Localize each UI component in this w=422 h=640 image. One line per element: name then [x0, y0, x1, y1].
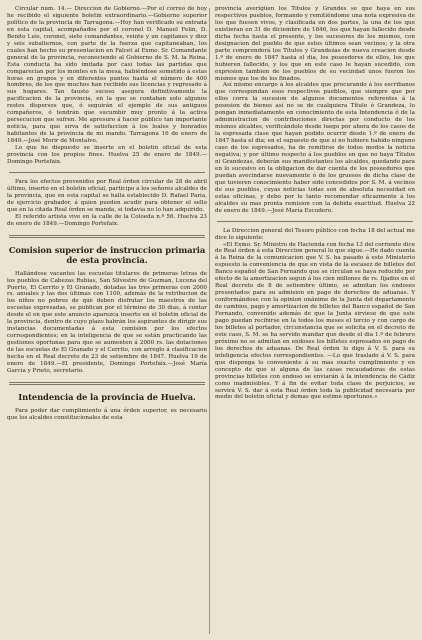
education-commission-heading: Comision superior de instruccion primaria de esta provincia. [8, 244, 206, 265]
right-column [215, 6, 415, 636]
section-divider-double [9, 235, 205, 238]
artist-address-paragraph: El referido artista vive en la calle de la Coloeda n.º 56. Huelva 23 de enero de 1849.—Domingo Portefaix. [7, 213, 207, 227]
royal-order-paragraph: «El Exmo. Sr. Ministro de Hacienda con fecha 13 del corriente dice de Real órden á esta Direccion general lo que sigue.—He dado cuenta á la Reina de la comunicacion que V. S. ha pasado á este Ministerio espuesto la conveniencia de que en vista de la escasez de billetes del Banco español de San Fernando que se circulan se haya reducido por efecto de la amortizacion segun á los cien millones de rs. fijados en el Real decreto de 8 de setiembre último, se admitan los endoses presentados para su admision en pago de derechos de aduanas. Y conformándose con la opinion unánime de la Junta del departamento de cambios, pago y amortizacion de billetes del Banco español de San Fernando, convenido además de que la Junta sirviese de que este pago puedan recibirse en la todos los meses el tercio y con cargo de los billetes al portador, circunstancia que se solicita en el decreto de este caso, S. M. se ha servido mandar que desde el dia 1.º de febrero próximo no se admitan en endoses los billetes espresados en pago de los derechos de aduanas. De Real órden lo digo á V. S. para su inteligencia efectos correspondientes. —Lo que traslado á V. S. para que disponga lo conveniente á su mas exacto cumplimiento y en concepto de que si alguna de las casas recaudadoras de estas provincias billetes con endoso se enviarán á la intendencia de Cádiz como inadmisibles. Y á fin de evitar toda clase de perjuicios, se servirá V. S. dar á esta Real órden toda la publicidad necesaria por medio del boletin oficial y demas que estime oportunos.» [215, 241, 415, 401]
left-column [7, 6, 207, 636]
intendancy-heading: Intendencia de la provincia de Huelva. [18, 391, 196, 402]
treasury-intro-paragraph: La Direccion general del Tesoro público con fecha 18 del actual me dice lo siguiente: [215, 227, 415, 241]
section-divider [9, 172, 205, 173]
titles-list-paragraph: provincia averigüen los Títulos y Grandes se que haya en sus respectivos pueblos, formando y remitiéndome una nota expresiva de los que fuesen vivos, y clasificada en dos partes, la una de los que existieran en 31 de diciembre de 1846, los que hayan fallecido desde dicha fecha hasta el presente, y los sucesores de los mismos, con designacion del pueblo de que estos últimos sean vecinos; y la otra parte comprenderá los Títulos y Grandezas de nueva creacion desde 1.º de enero de 1847 hasta el dia, los poseedores de ellos, los que hubieren fallecido, y los que en este caso le hayan sucedido, con expresion tambien de los pueblos de su vecindad unos fueron los mismos que los de los finados. [215, 6, 415, 82]
superior-order-paragraph: Para poder dar cumplimiento á una órden superior, es necesario que los alcaldes constitucionales de esta [7, 407, 207, 421]
seal-engraver-paragraph: Para los efectos prevenidos por Real órden circular de 28 de abril último, inserto en el boletin oficial, participo á los señores alcaldes de la provincia, que en esta capital se halla establecido D. Rafael Paria, de ejercicio grabador, á quien pueden acudir para obtener el sello que en la citada Real órden se manda, si todavia no lo han adquirido. [7, 178, 207, 213]
notaries-paragraph: Así mismo encargo á los alcaldes que procurando á los escribanos que correspondan esos respectivos pueblos, que siempre que por ellos corra la sucesion de algunos documentos referentes á la posesion de bienes así no se de cualquiera Título ó Grandeza, lo pongan inmediatamente en conocimiento de esta Intendencia ó de la administracion de contribuciones directas por conducto de los mismos alcaldes, verificándolo desde luego por ahora de los casos de la espresada clase que hayan podido ocurrir desde 1.º de enero de 1847 hasta el dia; en el supuesto de que si no hubiere habido ninguno caso de los espresados, ha de remitirse de todos modos la noticia negativa; y por último respecto á los pueblos en que no haya Títulos ni Grandezas, deberán sus manifestantes los alcaldes, quedando para en lo sucesivo en la obligacion de dar cuenta de los poseedores que puedan avecindarse nuevamente ó de los gruesos de dicha clase de que tuvieren conocimiento haber sido concedidos por S. M. á vecinos de sus pueblos, cuyas noticias todas son de absoluta necesidad en estas oficinas, y debo por lo tanto recomendar eficazmente á los alcaldes su mas pronta remision con la debida exactitud. Huelva 22 de enero de 1849.—José María Escudero. [215, 82, 415, 214]
school-vacancies-paragraph: Hallándose vacantes las escuelas titulares de primeras letras de los pueblos de Cabezas Rubias, San Silvestre de Guzman, Lucena del Puerto, El Cerrito y El Granado, dotadas las tres primeras con 2000 rs. anuales y las dos últimas con 1100, además de la retribucion de los niños no pobres de que deben disfrutar los maestros de las escuelas expresadas, se publican por el término de 30 dias, á contar desde el en que este anuncio aparezca inserto en el boletin oficial de la provincia, dentro de cuyo plazo habrán los aspirantes de dirigir sus instancias documentadas á esta comision por los efectos correspondientes; en la inteligencia de que se están practicando las gestiones oportunas para que se aumenten á 2000 rs. las dotaciones de las escuelas de El Granado y el Cerrito, con arreglo á clasificacion hecha en el Real decreto de 23 de setiembre de 1847. Huelva 19 de enero de 1849.—El presidente, Domingo Portefaix.—José María Garcia y Prieto, secretario. [7, 270, 207, 374]
section-divider [217, 221, 413, 222]
column-divider [209, 8, 210, 634]
circular-14-paragraph: Circular núm. 14.— Direccion de Gobierno.—Por el correo de hoy he recibido el siguiente boletin extraordinario.—Gobierno superior político de la provincia de Tarragona.—Hoy han verificado su entrada en esta capital, acompañados por el coronel D. Manuel Felin, D. Benito Luis, coronel, siete comandantes, veinte y un capitanes y diez y seis subalternos, con parte de la fuerza que capitaneaban, los cuales han hecho su presentacion en Falcet al Exmo. Sr. Comandante general de la provincia, reconociendo al Gobierno de S. M. la Reina. Esta conducta ha sido imitada por casi todas las partidas que comparecian por los montes en la mesa, habiéndose sometido á estas horas en grupos y en diferentes puntos hasta el número de 400 hombres, de los que muchos han recibido sus licencias y regresado á sus hogares. Tan fausto suceso asegura definitivamente la pacificacion de la provincia, en la que se contaban solo algunos restos dispersos que, ó seguirán el ejemplo de sus antiguos compañeros, ó tendrán que sucumbir muy pronto á la activa persecucion que sufren. Me apresuro á hacer público tan importante noticia, para que sirva de satisfaccion á los leales y honrados habitantes de la provincia de mi mando. Tarragona 16 de enero de 1849.—José Morir de Montalvo. [7, 6, 207, 145]
insertion-notice-paragraph: Lo que he dispuesto se inserte en el boletin oficial de esta provincia con los propios fines. Huelva 25 de enero de 1849.—Domingo Portefaix. [7, 145, 207, 165]
section-divider-double [9, 382, 205, 385]
